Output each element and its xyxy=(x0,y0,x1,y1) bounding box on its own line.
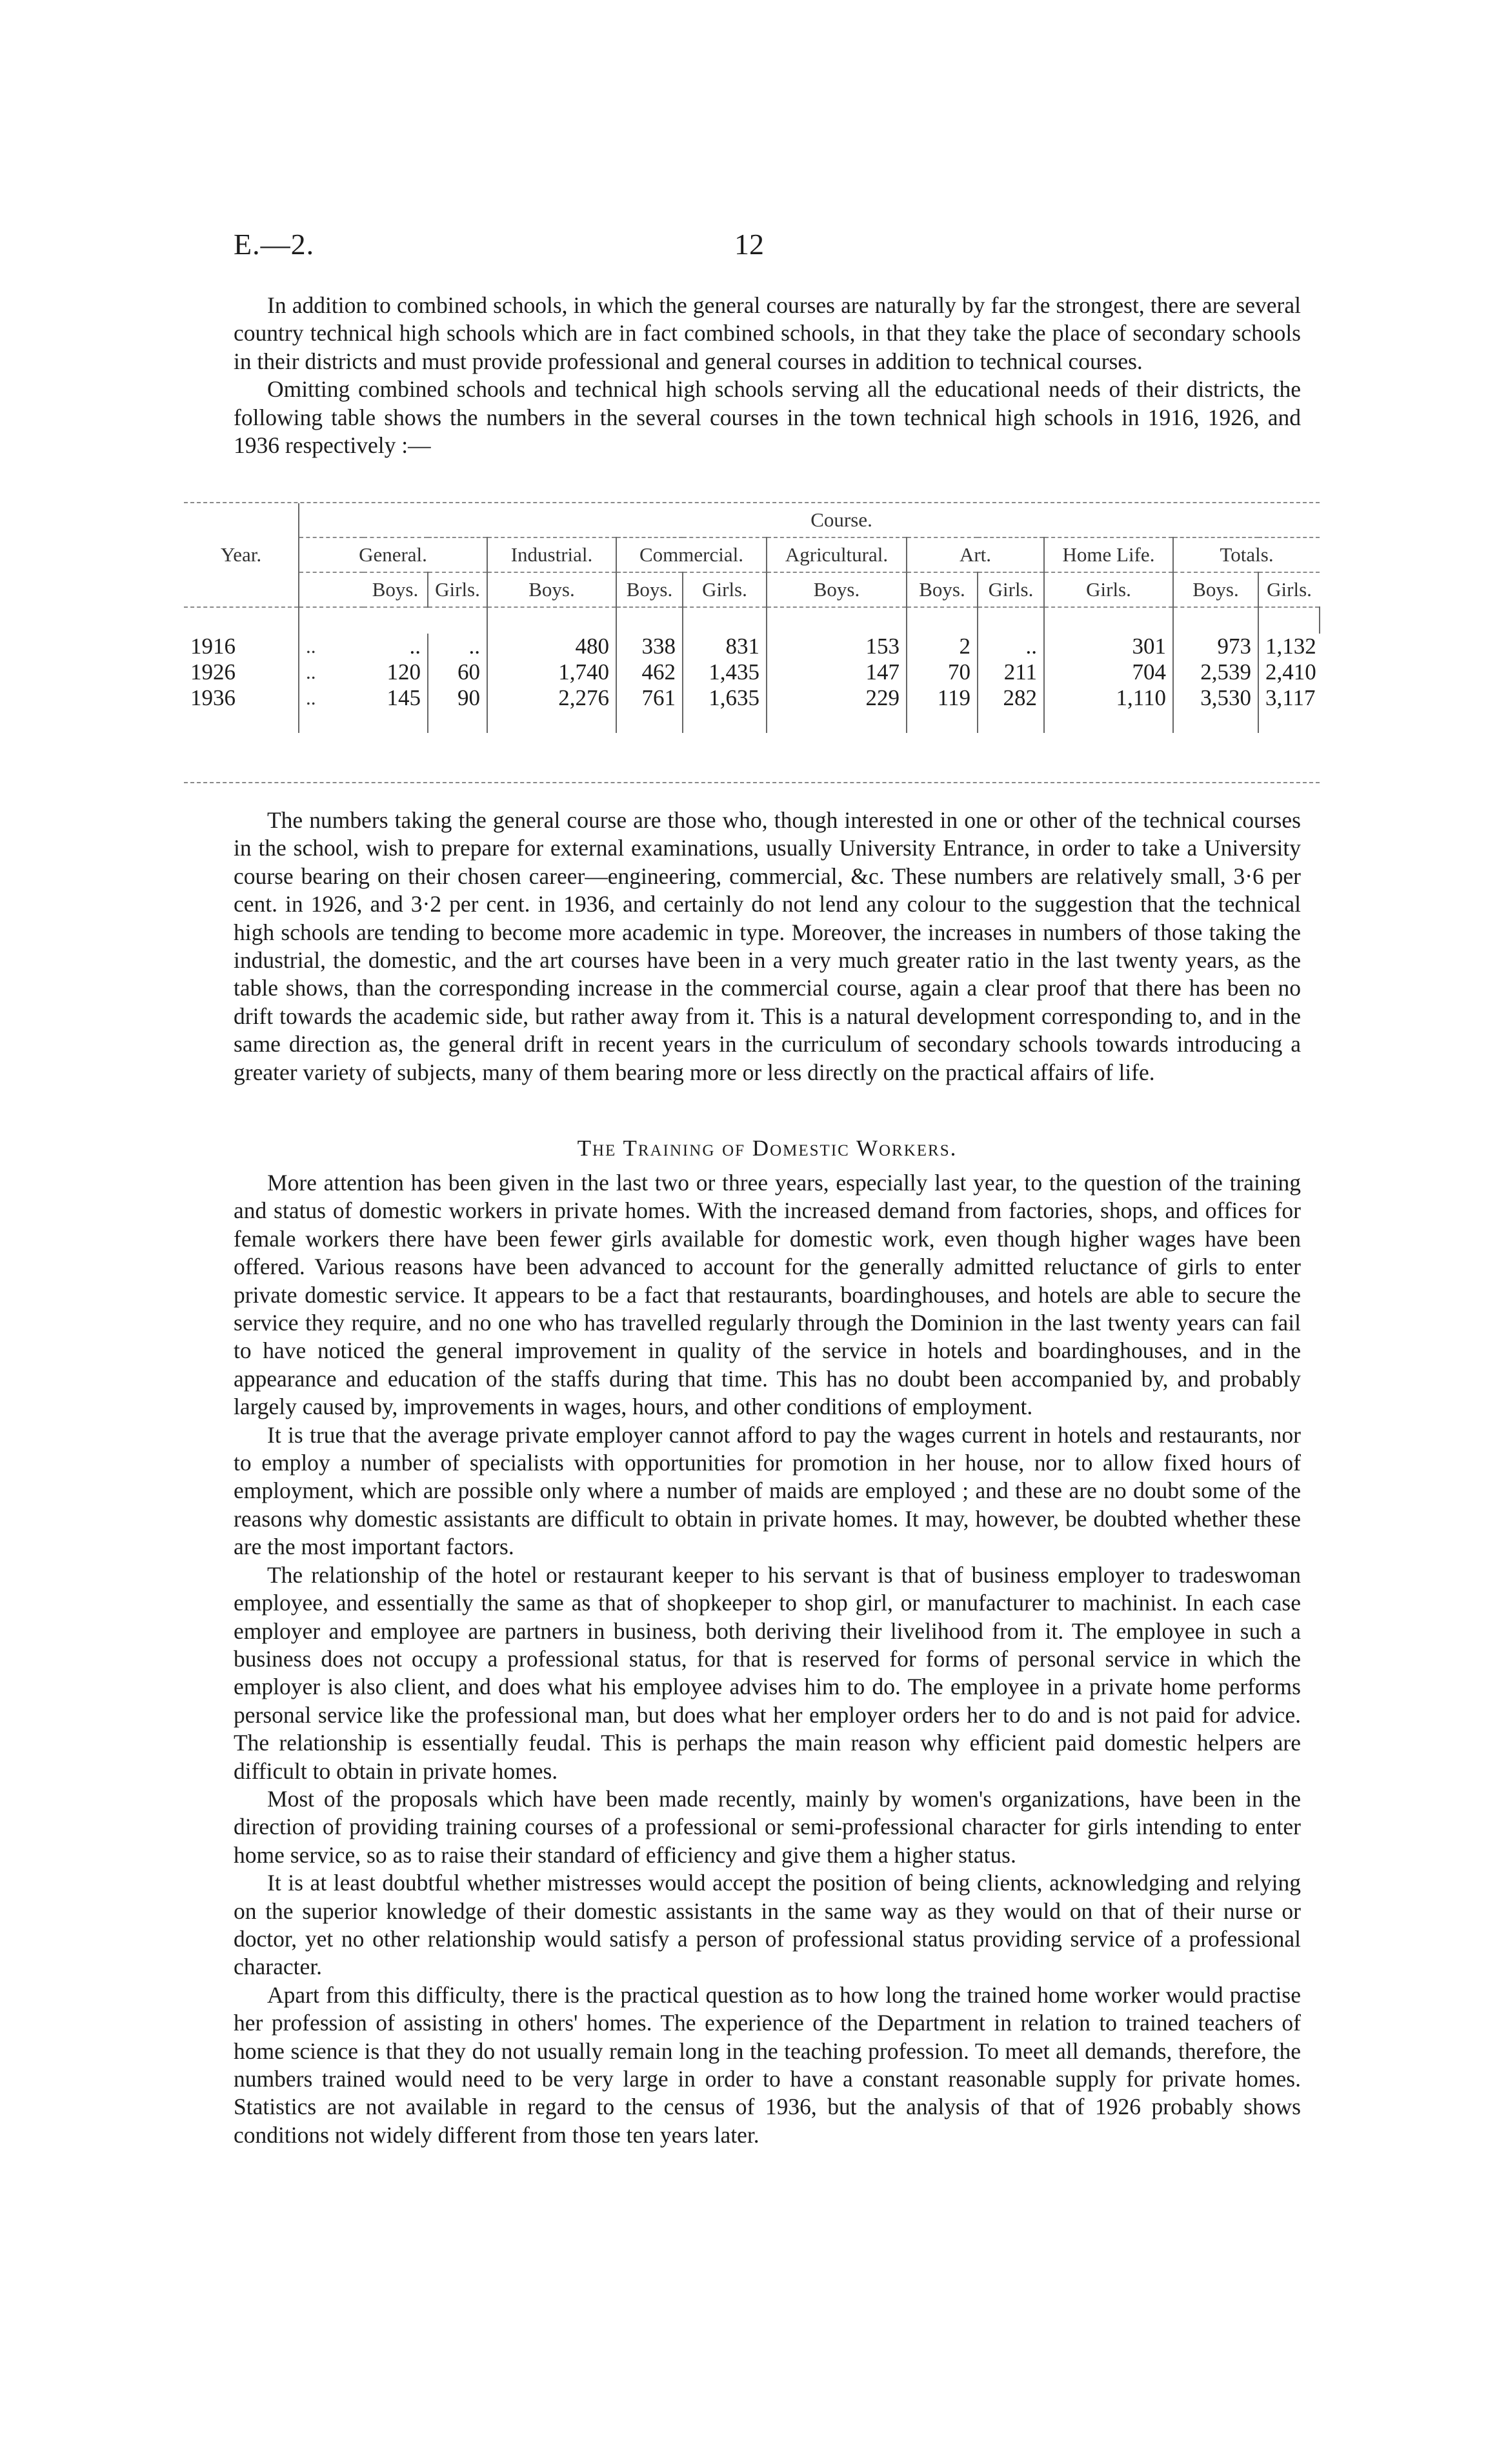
cell-total-boys: 2,539 xyxy=(1173,659,1258,685)
cell-general-boys: .. xyxy=(409,634,421,659)
table-row xyxy=(184,634,1320,659)
group-header-commercial: Commercial. xyxy=(616,537,767,572)
commentary-paragraph: The numbers taking the general course are those who, though interested in one or other of the technical courses in the school, wish to prepare for external examinations, usually University Entrance, in order to take a University course bearing on their chosen career—engineering, commercial, &c. These numbers are relatively small, 3·6 per cent. in 1926, and 3·2 per cent. in 1936, and certainly do not lend any colour to the suggestion that the technical high schools are tending to become more academic in type. Moreover, the increases in numbers of those taking the industrial, the domestic, and the art courses have been in a very much greater ratio in the last twenty years, as the table shows, than the corresponding increase in the commercial course, again a clear proof that there has been no drift towards the academic side, but rather away from it. This is a natural development corresponding to, and in the same direction as, the general drift in recent years in the curriculum of secondary schools towards introducing a greater variety of subjects, many of them bearing more or less directly on the practical affairs of life. xyxy=(234,807,1301,1085)
cell-home-life-girls: 301 xyxy=(1044,634,1173,659)
table-bottom-rule xyxy=(184,782,1320,783)
group-header-totals: Totals. xyxy=(1173,537,1320,572)
table-row xyxy=(184,659,1320,685)
page-number: 12 xyxy=(734,228,764,261)
sub-header: Boys. xyxy=(616,572,683,607)
cell-general-girls: 90 xyxy=(428,685,487,711)
cell-total-boys: 3,530 xyxy=(1173,685,1258,711)
intro-text xyxy=(234,292,1301,459)
table-commentary xyxy=(234,806,1301,1087)
intro-paragraph: In addition to combined schools, in which the general courses are naturally by far the strongest, there are several country technical high schools which are in fact combined schools, in that they take the place of secondary schools in their districts and must provide professional and general courses in addition to technical courses. xyxy=(234,292,1301,374)
year-cell: 1916 xyxy=(190,634,236,659)
cell-general-boys: 120 xyxy=(387,659,421,685)
section-paragraph: It is at least doubtful whether mistresses would accept the position of being clients, acknowledging and relying on the superior knowledge of their domestic assistants in the same way as they would on that of their nurse or doctor, yet no other relationship would satisfy a person of professional status providing service of a professional character. xyxy=(234,1870,1301,1980)
cell-agricultural-boys: 229 xyxy=(767,685,907,711)
cell-art-girls: .. xyxy=(978,634,1044,659)
table-row xyxy=(184,685,1320,711)
sub-header: Boys. xyxy=(363,572,428,607)
year-cell: 1926 xyxy=(190,659,236,685)
cell-agricultural-boys: 153 xyxy=(767,634,907,659)
sub-header: Girls. xyxy=(1044,572,1173,607)
year-header: Year. xyxy=(220,543,262,566)
group-header-general: General. xyxy=(299,537,487,572)
group-header-industrial: Industrial. xyxy=(487,537,616,572)
cell-general-boys: 145 xyxy=(387,685,421,710)
group-header-agricultural: Agricultural. xyxy=(767,537,907,572)
report-code: E.—2. xyxy=(234,228,315,261)
cell-commercial-boys: 761 xyxy=(616,685,683,711)
leader-dots: .. xyxy=(299,685,363,711)
cell-total-boys: 973 xyxy=(1173,634,1258,659)
year-cell: 1936 xyxy=(190,685,236,710)
cell-total-girls: 1,132 xyxy=(1258,634,1320,659)
group-header-home-life: Home Life. xyxy=(1044,537,1173,572)
section-paragraph: It is true that the average private employer cannot afford to pay the wages current in hotels and restaurants, nor to employ a number of specialists with opportunities for promotion in her house, nor to allow fixed hours of employment, which are possible only where a number of maids are employed ; and these are no doubt some of the reasons why domestic assistants are difficult to obtain in private homes. It may, however, be doubted whether these are the most important factors. xyxy=(234,1421,1301,1560)
sub-header: Boys. xyxy=(1173,572,1258,607)
cell-agricultural-boys: 147 xyxy=(767,659,907,685)
cell-art-girls: 282 xyxy=(978,685,1044,711)
section-paragraph: More attention has been given in the last two or three years, especially last year, to the question of the training and status of domestic workers in private homes. With the increased demand from factories, shops, and offices for female workers there have been fewer girls available for domestic work, even though higher wages have been offered. Various reasons have been advanced to account for the generally admitted reluctance of girls to enter private domestic service. It appears to be a fact that restaurants, boardinghouses, and hotels are able to secure the service they require, and no one who has travelled regularly through the Dominion in the last twenty years can fail to have noticed the general improvement in quality of the service in hotels and boardinghouses, and in the appearance and education of the staffs during that time. This has no doubt been accompanied by, and probably largely caused by, improvements in wages, hours, and other conditions of employment. xyxy=(234,1170,1301,1420)
section-paragraph: The relationship of the hotel or restaurant keeper to his servant is that of business employer to tradeswoman employee, and essentially the same as that of shopkeeper to shop girl, or manufacturer to machinist. In each case employer and employee are partners in business, both deriving their livelihood from it. The employee in such a business does not occupy a professional status, for that is reserved for forms of personal service in which the employer is also client, and does what his employee advises him to do. The employee in a private home performs personal service like the professional man, but does what her employer orders her to do and is not paid for advice. The relationship is essentially feudal. This is perhaps the main reason why efficient paid domestic helpers are difficult to obtain in private homes. xyxy=(234,1561,1301,1784)
cell-commercial-girls: 1,635 xyxy=(683,685,767,711)
sub-header: Boys. xyxy=(487,572,616,607)
course-numbers-table xyxy=(184,503,1320,733)
cell-commercial-girls: 1,435 xyxy=(683,659,767,685)
sub-header: Girls. xyxy=(978,572,1044,607)
sub-header: Girls. xyxy=(683,572,767,607)
intro-paragraph: Omitting combined schools and technical high schools serving all the educational needs of their districts, the following table shows the numbers in the several courses in the town technical high schools in 1916, 1926, and 1936 respectively :— xyxy=(234,376,1301,459)
sub-header: Girls. xyxy=(428,572,487,607)
cell-general-girls: .. xyxy=(428,634,487,659)
leader-dots: .. xyxy=(299,634,363,659)
cell-art-boys: 2 xyxy=(907,634,978,659)
section-heading: The Training of Domestic Workers. xyxy=(577,1136,958,1161)
cell-home-life-girls: 1,110 xyxy=(1044,685,1173,711)
cell-industrial-boys: 480 xyxy=(487,634,616,659)
sub-header: Boys. xyxy=(907,572,978,607)
cell-industrial-boys: 2,276 xyxy=(487,685,616,711)
sub-header: Boys. xyxy=(767,572,907,607)
cell-general-girls: 60 xyxy=(428,659,487,685)
section-text xyxy=(234,1169,1301,2149)
group-header-art: Art. xyxy=(907,537,1044,572)
leader-dots: .. xyxy=(299,659,363,685)
cell-industrial-boys: 1,740 xyxy=(487,659,616,685)
cell-home-life-girls: 704 xyxy=(1044,659,1173,685)
section-paragraph: Apart from this difficulty, there is the practical question as to how long the trained home worker would practise her profession of assisting in others' homes. The experience of the Department in relation to trained teachers of home science is that they do not usually remain long in the teaching profession. To meet all demands, therefore, the numbers trained would need to be very large in order to have a constant reasonable supply for private homes. Statistics are not available in regard to the census of 1936, but the analysis of that of 1926 probably shows conditions not widely different from those ten years later. xyxy=(234,1981,1301,2148)
cell-total-girls: 3,117 xyxy=(1258,685,1320,711)
sub-header: Girls. xyxy=(1258,572,1320,607)
section-paragraph: Most of the proposals which have been made recently, mainly by women's organizations, have been in the direction of providing training courses of a professional or semi-professional character for girls intending to enter home service, so as to raise their standard of efficiency and give them a higher status. xyxy=(234,1785,1301,1868)
cell-commercial-boys: 338 xyxy=(616,634,683,659)
cell-commercial-girls: 831 xyxy=(683,634,767,659)
cell-art-boys: 70 xyxy=(907,659,978,685)
cell-art-boys: 119 xyxy=(907,685,978,711)
course-header: Course. xyxy=(810,508,872,531)
cell-total-girls: 2,410 xyxy=(1258,659,1320,685)
cell-commercial-boys: 462 xyxy=(616,659,683,685)
cell-art-girls: 211 xyxy=(978,659,1044,685)
